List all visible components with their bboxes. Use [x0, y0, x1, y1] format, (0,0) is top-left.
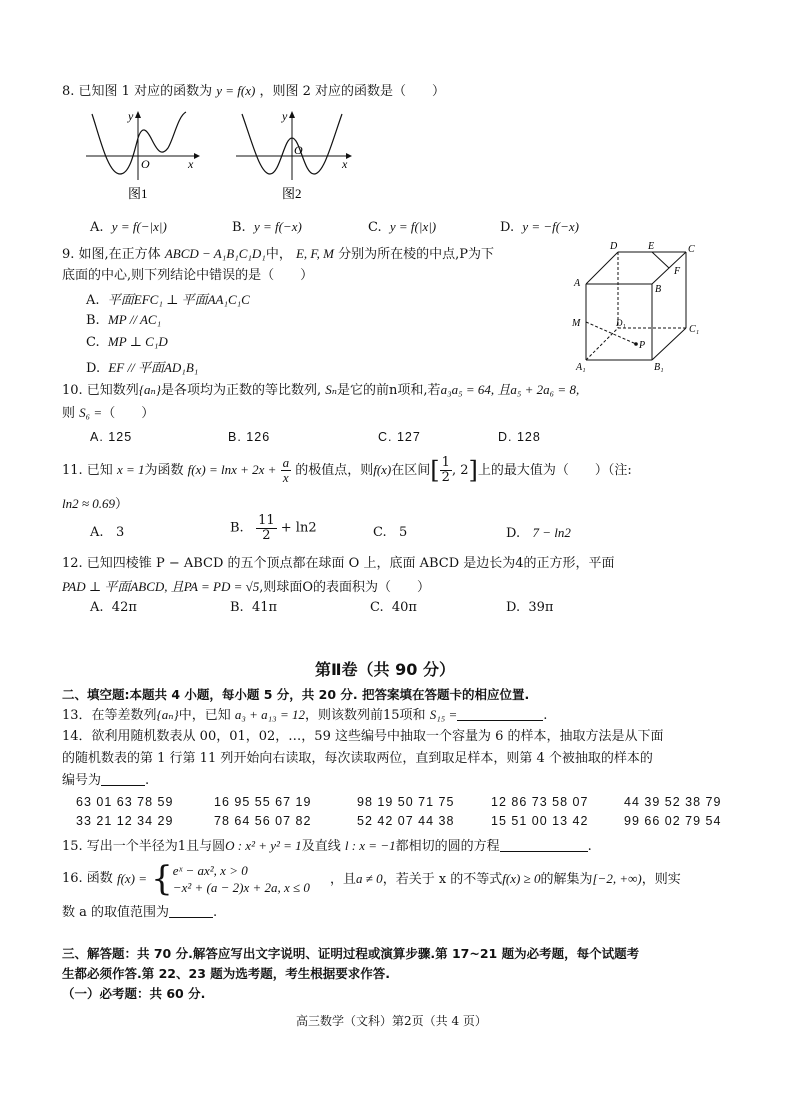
q14-line3: 编号为 . [62, 773, 150, 788]
q9-stem-line2: 底面的中心,则下列结论中错误的是（ ） [62, 268, 314, 283]
cube-label-c: C [688, 244, 695, 255]
fig1-curve [92, 112, 186, 174]
q12-option-d[interactable]: D. 39π [506, 600, 554, 615]
q15: 15. 写出一个半径为1且与圆O : x² + y² = 1及直线 l : x = −1都相切的圆的方程 . [62, 838, 592, 854]
fig2-caption: 图2 [282, 186, 302, 201]
q9-option-a[interactable]: A. 平面EFC₁ ⊥ 平面AA₁C₁C [86, 292, 250, 308]
cube-label-a1: A₁ [576, 362, 586, 373]
q11-note: ln2 ≈ 0.69） [62, 496, 129, 512]
random-table-r1c5: 44 39 52 38 79 [624, 795, 722, 809]
cube-label-b1: B₁ [654, 362, 664, 373]
q14-answer-blank[interactable] [101, 771, 145, 786]
part2-title: 第Ⅱ卷（共 90 分） [315, 660, 455, 679]
figure-1 [82, 108, 202, 206]
section3-line1: 三、解答题：共 70 分.解答应写出文字说明、证明过程或演算步骤.第 17~21 题为必考题，每个试题考 [62, 946, 640, 961]
q12-option-a[interactable]: A. 42π [90, 600, 137, 615]
q13: 13．在等差数列{aₙ}中，已知 a₃ + a₁₃ = 12，则该数列前15项和 S₁₅ = . [62, 707, 548, 723]
figure-2 [232, 108, 356, 206]
q8-option-d[interactable]: D. y = −f(−x) [500, 219, 579, 235]
q9-stem-line1: 9. 如图,在正方体 ABCD − A₁B₁C₁D₁中， E, F, M 分别为所在棱的中点,P为下 [62, 246, 495, 262]
q9-option-c[interactable]: C. MP ⊥ C₁D [86, 334, 168, 350]
q11-option-d[interactable]: D. 7 − ln2 [506, 525, 571, 541]
cube-label-b: B [655, 284, 662, 295]
section3-line2: 生都必须作答.第 22、23 题为选考题，考生根据要求作答. [62, 966, 390, 981]
q11-option-b[interactable]: B. $\frac{11}{2}$ + ln2 [230, 513, 317, 543]
fig1-x-label: x [188, 157, 194, 171]
q16-line2: 数 a 的取值范围为 . [62, 905, 218, 920]
q10-option-b[interactable]: B. 126 [228, 430, 271, 444]
cube-figure [568, 238, 718, 378]
cube-label-d1: D₁ [616, 318, 626, 328]
q11-option-a[interactable]: A. 3 [90, 525, 125, 540]
q12-option-c[interactable]: C. 40π [370, 600, 417, 615]
random-table-r2c3: 52 42 07 44 38 [357, 814, 455, 828]
q10-option-d[interactable]: D. 128 [498, 430, 541, 444]
q13-answer-blank[interactable] [457, 706, 543, 721]
fig2-origin: O [294, 143, 303, 157]
section2-heading: 二、填空题:本题共 4 小题，每小题 5 分，共 20 分. 把答案填在答题卡的相应位置. [62, 687, 530, 702]
cube-label-e: E [648, 241, 655, 252]
random-table-r1c2: 16 95 55 67 19 [214, 795, 312, 809]
q11-stem: 11. 已知 x = 1为函数 f(x) = lnx + 2x + $\frac{a}{x}$ 的极值点，则f(x)在区间[ $\frac{1}{2}$ , 2]上的最大值为（ ）（注: [62, 455, 632, 485]
q10-stem-line2: 则 S₆ =（ ） [62, 405, 155, 421]
q8-stem: 8. 已知图 1 对应的函数为 y = f(x) ，则图 2 对应的函数是（ ） [62, 83, 445, 99]
cube-label-c1: C₁ [689, 324, 700, 335]
q12-option-b[interactable]: B. 41π [230, 600, 278, 615]
fig2-y-label: y [282, 109, 288, 123]
random-table-r1c3: 98 19 50 71 75 [357, 795, 455, 809]
q11-option-c[interactable]: C. 5 [373, 525, 408, 540]
q10-option-a[interactable]: A. 125 [90, 430, 133, 444]
cube-label-f: F [674, 266, 681, 277]
cube-label-p: P [639, 340, 646, 351]
cube-label-m: M [572, 318, 581, 329]
random-table-r2c2: 78 64 56 07 82 [214, 814, 312, 828]
q10-option-c[interactable]: C. 127 [378, 430, 421, 444]
q12-stem-line2: PAD ⊥ 平面ABCD, 且PA = PD = √5,则球面O的表面积为（ ） [62, 579, 431, 595]
fig1-origin: O [141, 157, 150, 171]
q9-option-b[interactable]: B. MP // AC₁ [86, 312, 162, 328]
section3-line3: （一）必考题：共 60 分. [62, 986, 206, 1001]
q15-answer-blank[interactable] [500, 837, 588, 852]
q10-stem-line1: 10. 已知数列{aₙ}是各项均为正数的等比数列, Sₙ是它的前n项和,若a₃a₅ = 64, 且a₅ + 2a₆ = 8, [62, 382, 580, 398]
fig2-x-label: x [342, 157, 348, 171]
q8-option-a[interactable]: A. y = f(−|x|) [90, 219, 167, 235]
fig1-y-label: y [128, 109, 134, 123]
random-table-r2c1: 33 21 12 34 29 [76, 814, 174, 828]
random-table-r2c4: 15 51 00 13 42 [491, 814, 589, 828]
q8-option-b[interactable]: B. y = f(−x) [232, 219, 302, 235]
random-table-r2c5: 99 66 02 79 54 [624, 814, 722, 828]
q14-line2: 的随机数表的第 1 行第 11 列开始向右读取，每次读取两位，直到取足样本，则第 4 个被抽取的样本的 [62, 751, 653, 766]
random-table-r1c1: 63 01 63 78 59 [76, 795, 174, 809]
cube-label-a: A [574, 278, 581, 289]
q8-option-c[interactable]: C. y = f(|x|) [368, 219, 437, 235]
page-footer: 高三数学（文科）第2页（共 4 页） [296, 1014, 487, 1028]
fig1-caption: 图1 [128, 186, 148, 201]
q9-option-d[interactable]: D. EF // 平面AD₁B₁ [86, 360, 199, 376]
q12-stem-line1: 12. 已知四棱锥 P − ABCD 的五个顶点都在球面 O 上，底面 ABCD 是边长为4的正方形，平面 [62, 556, 615, 571]
q16-answer-blank[interactable] [169, 903, 213, 918]
q16-line1: 16. 函数 f(x) = { eˣ − ax², x > 0 −x² + (a − 2)x + 2a, x ≤ 0 ，且a ≠ 0，若关于 x 的不等式f(x) ≥ 0的解集为[−2, +∞)，则实 [62, 859, 681, 899]
cube-label-d: D [610, 241, 618, 252]
q14-line1: 14．欲利用随机数表从 00，01，02，…，59 这些编号中抽取一个容量为 6 的样本，抽取方法是从下面 [62, 729, 664, 744]
random-table-r1c4: 12 86 73 58 07 [491, 795, 589, 809]
